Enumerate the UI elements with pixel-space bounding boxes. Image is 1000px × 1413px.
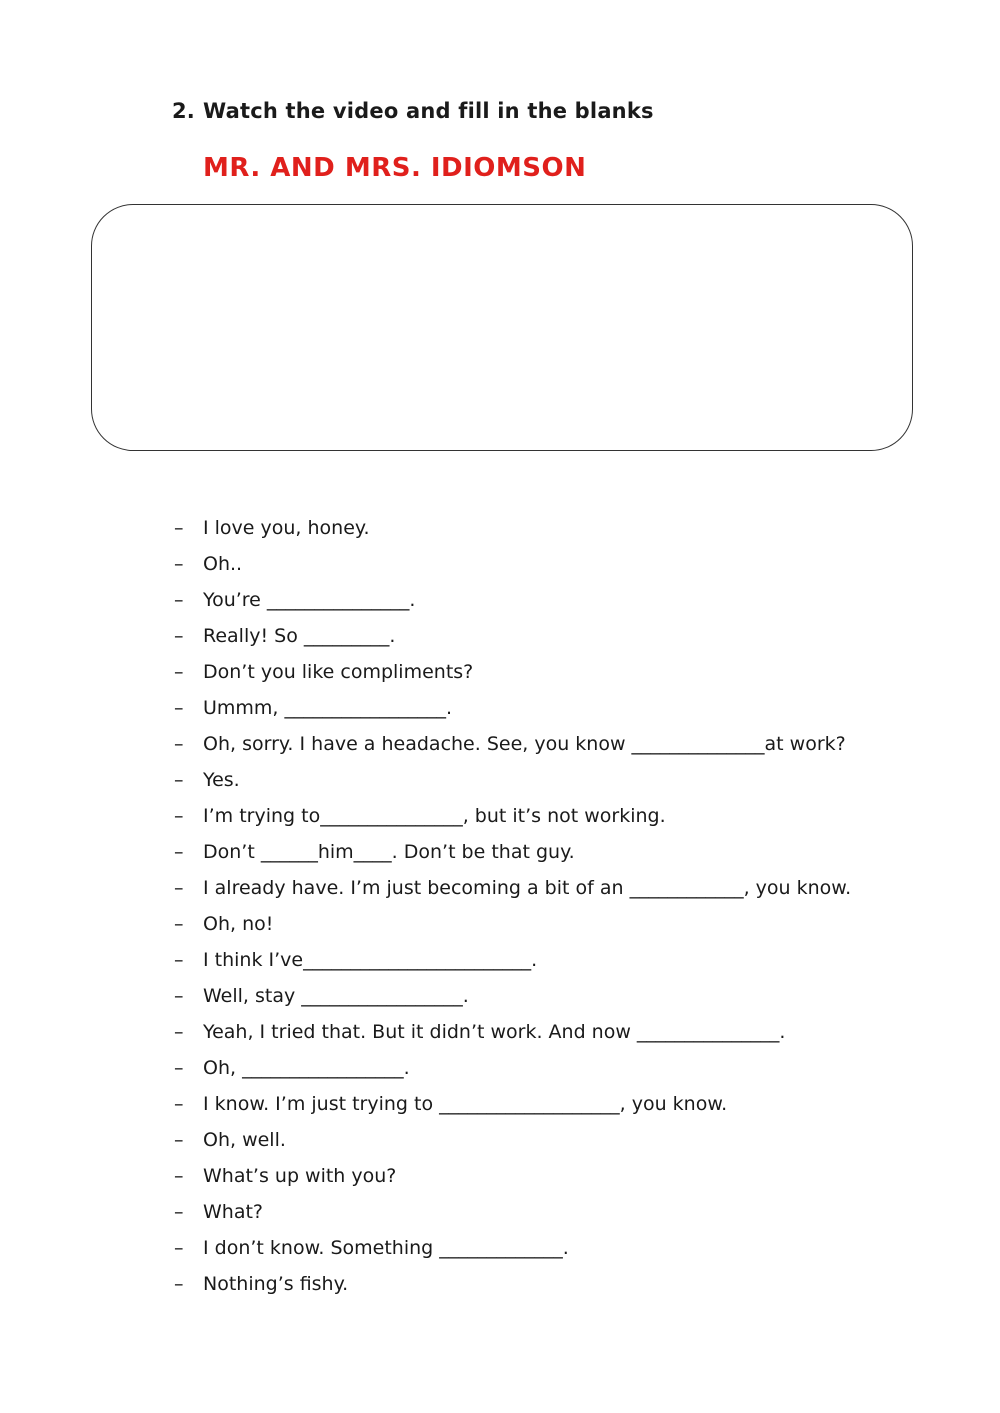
dash-bullet: – bbox=[174, 841, 184, 863]
dialogue-text: Yeah, I tried that. But it didn’t work. And now _______________. bbox=[203, 1021, 786, 1043]
dash-bullet: – bbox=[174, 805, 184, 827]
dialogue-line bbox=[0, 942, 1000, 978]
dash-bullet: – bbox=[174, 949, 184, 971]
exercise-heading bbox=[172, 99, 654, 123]
dash-bullet: – bbox=[174, 697, 184, 719]
dialogue-text: I already have. I’m just becoming a bit of an ____________, you know. bbox=[203, 877, 852, 899]
dialogue-line bbox=[0, 618, 1000, 654]
dash-bullet: – bbox=[174, 985, 184, 1007]
dialogue-text: Ummm, _________________. bbox=[203, 697, 453, 719]
dialogue-text: I don’t know. Something _____________. bbox=[203, 1237, 569, 1259]
dialogue-text: Oh, no! bbox=[203, 913, 274, 935]
dialogue-line bbox=[0, 1122, 1000, 1158]
dialogue-text: Oh, _________________. bbox=[203, 1057, 410, 1079]
dialogue-text: Really! So _________. bbox=[203, 625, 396, 647]
dialogue-line bbox=[0, 762, 1000, 798]
dash-bullet: – bbox=[174, 769, 184, 791]
dash-bullet: – bbox=[174, 517, 184, 539]
dash-bullet: – bbox=[174, 1021, 184, 1043]
dash-bullet: – bbox=[174, 1273, 184, 1295]
dialogue-list bbox=[0, 510, 1000, 1302]
dialogue-text: Don’t you like compliments? bbox=[203, 661, 474, 683]
dash-bullet: – bbox=[174, 625, 184, 647]
exercise-instruction: Watch the video and fill in the blanks bbox=[203, 99, 654, 123]
dialogue-line bbox=[0, 546, 1000, 582]
dash-bullet: – bbox=[174, 733, 184, 755]
dialogue-text: Oh.. bbox=[203, 553, 243, 575]
dialogue-text: What’s up with you? bbox=[203, 1165, 397, 1187]
dash-bullet: – bbox=[174, 661, 184, 683]
dialogue-text: You’re _______________. bbox=[203, 589, 416, 611]
dialogue-line bbox=[0, 870, 1000, 906]
dialogue-line bbox=[0, 1266, 1000, 1302]
dialogue-line bbox=[0, 834, 1000, 870]
dialogue-line bbox=[0, 582, 1000, 618]
dialogue-line bbox=[0, 1050, 1000, 1086]
dialogue-line bbox=[0, 1158, 1000, 1194]
dialogue-text: I’m trying to_______________, but it’s not working. bbox=[203, 805, 666, 827]
dialogue-line bbox=[0, 1086, 1000, 1122]
dialogue-line bbox=[0, 690, 1000, 726]
dash-bullet: – bbox=[174, 1129, 184, 1151]
dialogue-text: Oh, well. bbox=[203, 1129, 286, 1151]
dialogue-line bbox=[0, 1230, 1000, 1266]
dialogue-line bbox=[0, 978, 1000, 1014]
dialogue-text: What? bbox=[203, 1201, 264, 1223]
dash-bullet: – bbox=[174, 913, 184, 935]
dash-bullet: – bbox=[174, 1237, 184, 1259]
dash-bullet: – bbox=[174, 553, 184, 575]
dialogue-text: Yes. bbox=[203, 769, 240, 791]
dialogue-line bbox=[0, 798, 1000, 834]
dialogue-text: I love you, honey. bbox=[203, 517, 370, 539]
dialogue-text: Nothing’s fishy. bbox=[203, 1273, 349, 1295]
dialogue-line bbox=[0, 510, 1000, 546]
dialogue-line bbox=[0, 726, 1000, 762]
dash-bullet: – bbox=[174, 1093, 184, 1115]
dialogue-line bbox=[0, 1194, 1000, 1230]
dialogue-text: Oh, sorry. I have a headache. See, you know ______________at work? bbox=[203, 733, 846, 755]
dialogue-line bbox=[0, 906, 1000, 942]
dash-bullet: – bbox=[174, 1057, 184, 1079]
dialogue-text: Well, stay _________________. bbox=[203, 985, 469, 1007]
dash-bullet: – bbox=[174, 589, 184, 611]
dialogue-text: I think I’ve________________________. bbox=[203, 949, 538, 971]
dash-bullet: – bbox=[174, 877, 184, 899]
page-title: MR. AND MRS. IDIOMSON bbox=[203, 153, 587, 183]
dash-bullet: – bbox=[174, 1165, 184, 1187]
exercise-number: 2. bbox=[172, 99, 195, 123]
video-placeholder[interactable] bbox=[91, 204, 913, 451]
dialogue-line bbox=[0, 654, 1000, 690]
dialogue-text: Don’t ______him____. Don’t be that guy. bbox=[203, 841, 575, 863]
dialogue-line bbox=[0, 1014, 1000, 1050]
dialogue-text: I know. I’m just trying to ___________________, you know. bbox=[203, 1093, 728, 1115]
dash-bullet: – bbox=[174, 1201, 184, 1223]
